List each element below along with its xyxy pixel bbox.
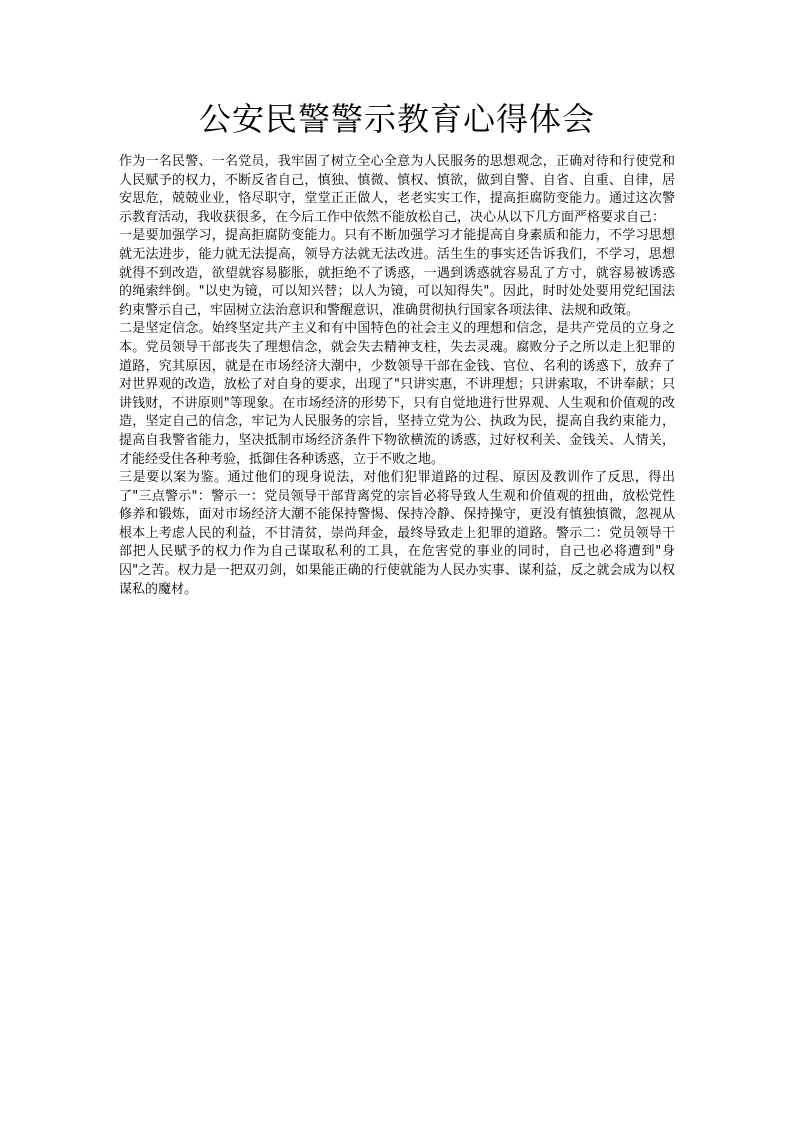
document-body <box>119 153 675 599</box>
document-title: 公安民警警示教育心得体会 <box>198 100 595 138</box>
paragraph-point-two: 二是坚定信念。始终坚定共产主义和有中国特色的社会主义的理想和信念，是共产党员的立身之本。党员领导干部丧失了理想信念，就会失去精神支柱，失去灵魂。腐败分子之所以走上犯罪的道路，究其原因，就是在市场经济大潮中，少数领导干部在金钱、官位、名利的诱惑下，放弃了对世界观的改造，放松了对自身的要求，出现了"只讲实惠，不讲理想；只讲索取，不讲奉献；只讲钱财，不讲原则"等现象。在市场经济的形势下，只有自觉地进行世界观、人生观和价值观的改造，坚定自己的信念，牢记为人民服务的宗旨，坚持立党为公、执政为民，提高自我约束能力，提高自我警省能力，坚决抵制市场经济条件下物欲横流的诱惑，过好权利关、金钱关、人情关，才能经受住各种考验，抵御住各种诱惑，立于不败之地。 <box>119 321 675 467</box>
paragraph-point-three: 三是要以案为鉴。通过他们的现身说法，对他们犯罪道路的过程、原因及教训作了反思，得出了"三点警示"：警示一：党员领导干部背离党的宗旨必将导致人生观和价值观的扭曲，放松党性修养和锻炼，面对市场经济大潮不能保持警惕、保持冷静、保持操守，更没有慎独慎微，忽视从根本上考虑人民的利益，不甘清贫，崇尚拜金，最终导致走上犯罪的道路。警示二：党员领导干部把人民赋予的权力作为自己谋取私利的工具，在危害党的事业的同时，自己也必将遭到"身囚"之苦。权力是一把双刃剑，如果能正确的行使就能为人民办实事、谋利益，反之就会成为以权谋私的魔材。 <box>119 470 675 597</box>
paragraph-intro: 作为一名民警、一名党员，我牢固了树立全心全意为人民服务的思想观念，正确对待和行使党和人民赋予的权力，不断反省自己，慎独、慎微、慎权、慎欲，做到自警、自省、自重、自律，居安思危，兢兢业业，恪尽职守，堂堂正正做人，老老实实工作，提高拒腐防变能力。通过这次警示教育活动，我收获很多，在今后工作中依然不能放松自己，决心从以下几方面严格要求自己： <box>119 154 675 225</box>
paragraph-point-one: 一是要加强学习，提高拒腐防变能力。只有不断加强学习才能提高自身素质和能力，不学习思想就无法进步，能力就无法提高，领导方法就无法改进。活生生的事实还告诉我们，不学习，思想就得不到改造，欲望就容易膨胀，就拒绝不了诱惑，一遇到诱惑就容易乱了方寸，就容易被诱惑的绳索绊倒。"以史为镜，可以知兴替；以人为镜，可以知得失"。因此，时时处处要用党纪国法约束警示自己，牢固树立法治意识和警醒意识，准确贯彻执行国家各项法律、法规和政策。 <box>119 228 675 318</box>
